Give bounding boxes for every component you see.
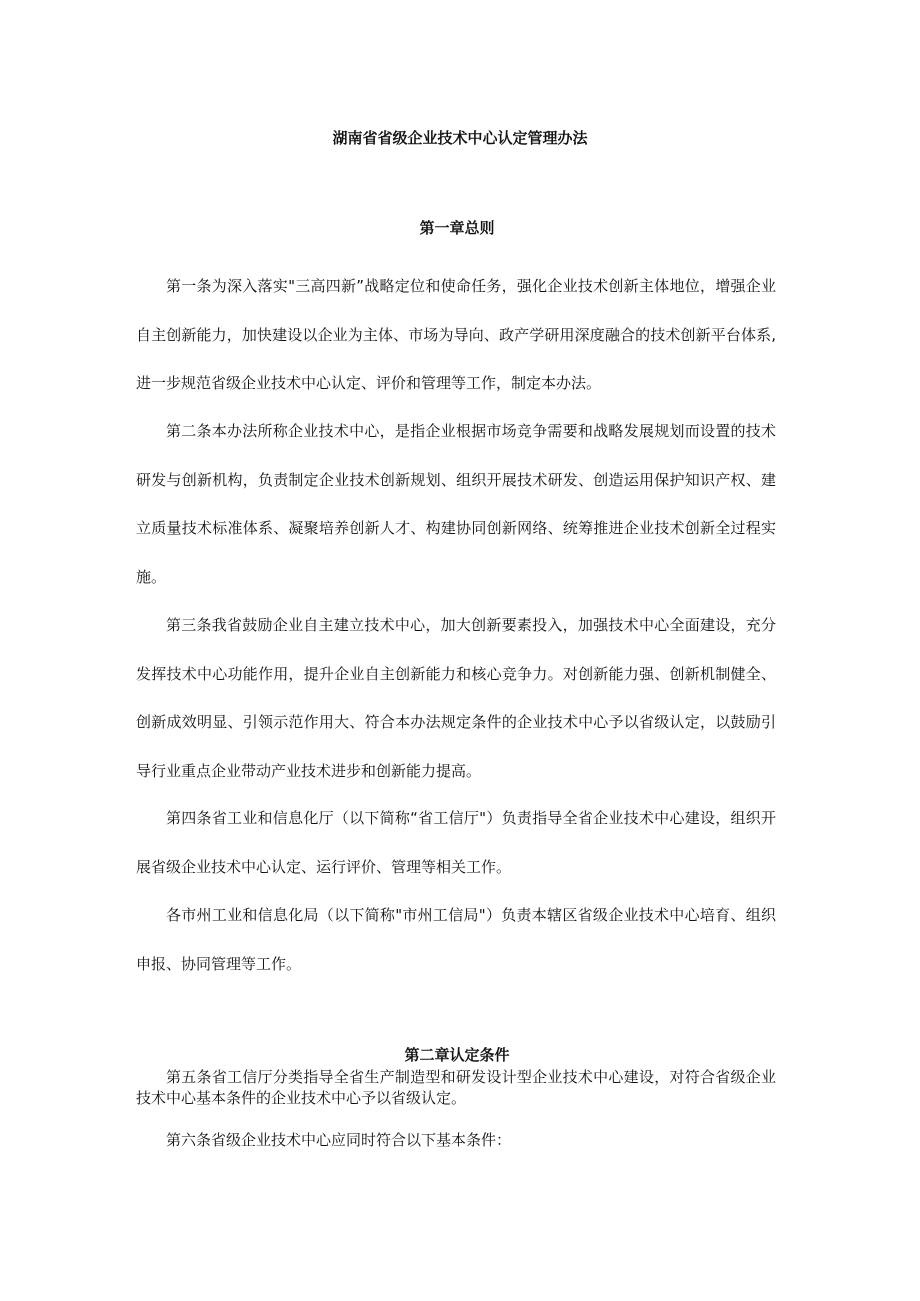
- article-4-paragraph: 第四条省工业和信息化厅（以下简称“省工信厅"）负责指导全省企业技术中心建设，组织开展省级企业技术中心认定、运行评价、管理等相关工作。: [136, 809, 776, 876]
- article-4-subparagraph: 各市州工业和信息化局（以下简称"市州工信局"）负责本辖区省级企业技术中心培育、组织申报、协同管理等工作。: [136, 906, 776, 973]
- article-2-paragraph: 第二条本办法所称企业技术中心，是指企业根据市场竞争需要和战略发展规划而设置的技术研发与创新机构，负责制定企业技术创新规划、组织开展技术研发、创造运用保护知识产权、建立质量技术标准体系、凝聚培养创新人才、构建协同创新网络、统筹推进企业技术创新全过程实施。: [136, 422, 776, 586]
- article-5-paragraph: 第五条省工信厅分类指导全省生产制造型和研发设计型企业技术中心建设，对符合省级企业技术中心基本条件的企业技术中心予以省级认定。: [136, 1068, 776, 1107]
- article-6-paragraph: 第六条省级企业技术中心应同时符合以下基本条件：: [166, 1131, 512, 1149]
- chapter-2-heading: 第二章认定条件: [404, 1046, 510, 1064]
- document-title: 湖南省省级企业技术中心认定管理办法: [332, 129, 588, 147]
- article-3-paragraph: 第三条我省鼓励企业自主建立技术中心，加大创新要素投入，加强技术中心全面建设，充分发挥技术中心功能作用，提升企业自主创新能力和核心竞争力。对创新能力强、创新机制健全、创新成效明显、引领示范作用大、符合本办法规定条件的企业技术中心予以省级认定，以鼓励引导行业重点企业带动产业技术进步和创新能力提高。: [136, 616, 776, 780]
- article-1-paragraph: 第一条为深入落实"三高四新”战略定位和使命任务，强化企业技术创新主体地位，增强企业自主创新能力，加快建设以企业为主体、市场为导向、政产学研用深度融合的技术创新平台体系,进一步规范省级企业技术中心认定、评价和管理等工作，制定本办法。: [136, 277, 776, 392]
- chapter-1-heading: 第一章总则: [419, 219, 495, 237]
